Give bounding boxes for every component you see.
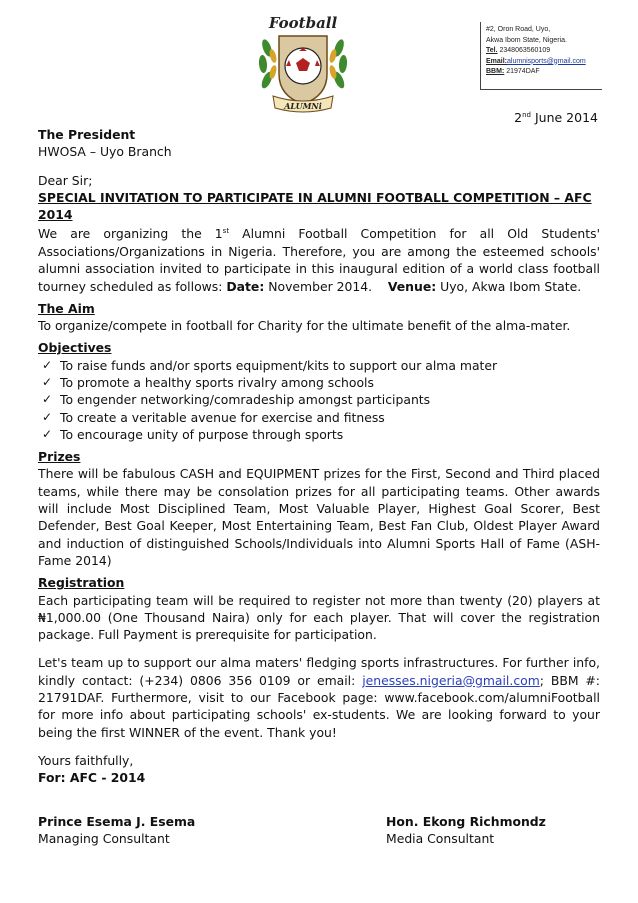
prizes-heading: Prizes xyxy=(38,449,81,465)
letter-date: 2nd June 2014 xyxy=(514,110,598,125)
address-email: Email:alumnisports@gmail.com xyxy=(486,57,586,65)
address-bbm: BBM: 21974DAF xyxy=(486,68,540,75)
address-line1: #2, Oron Road, Uyo, xyxy=(486,26,551,33)
signatory-name: Prince Esema J. Esema xyxy=(38,813,196,829)
letter-body xyxy=(38,126,600,847)
list-item: ✓ To encourage unity of purpose through sports xyxy=(42,426,344,442)
signatures-row xyxy=(38,813,600,848)
address-email-link[interactable]: alumnisports@gmail.com xyxy=(507,57,586,65)
check-icon: ✓ xyxy=(42,392,53,407)
yours-faithfully: Yours faithfully, xyxy=(38,752,134,768)
list-item: ✓ To promote a healthy sports rivalry among schools xyxy=(42,374,374,390)
salutation: Dear Sir; xyxy=(38,172,93,188)
football-alumni-logo xyxy=(253,8,353,116)
objectives-list xyxy=(38,357,600,443)
closing-paragraph: Let's team up to support our alma maters' fledging sports infrastructures. For further info, kindly contact: (+234) 0806 356 0109 or email: jenesses.nigeria@gmail.com; BBM #: 21791DAF. Furthermore, visit to our Facebook page: www.facebook.com/alumniFootball for more info about participating schools' ex-students. We are looking forward to your being the first WINNER of the event. Thank you! xyxy=(38,655,600,740)
recipient-org: HWOSA – Uyo Branch xyxy=(38,144,172,160)
signatory-role: Managing Consultant xyxy=(38,830,170,846)
list-item: ✓ To create a veritable avenue for exercise and fitness xyxy=(42,409,385,425)
recipient-title: The President xyxy=(38,127,136,142)
signoff-org: For: AFC - 2014 xyxy=(38,770,146,786)
check-icon: ✓ xyxy=(42,357,53,372)
signatory-name: Hon. Ekong Richmondz xyxy=(386,813,546,829)
address-box xyxy=(480,22,602,90)
registration-heading: Registration xyxy=(38,575,125,591)
intro-paragraph: We are organizing the 1st Alumni Football Competition for all Old Students' Associations/Organizations in Nigeria. Therefore, you are among the esteemed schools' alumni association invited to participate in this inaugural edition of a world class football tourney scheduled as follows: Date: November 2014. Venue: Uyo, Akwa Ibom State. xyxy=(38,226,600,294)
logo-banner-text: ALUMNi xyxy=(284,101,322,111)
address-line2: Akwa Ibom State, Nigeria. xyxy=(486,36,567,44)
list-item: ✓ To engender networking/comradeship amongst participants xyxy=(42,392,431,408)
check-icon: ✓ xyxy=(42,374,53,389)
logo-top-text: Football xyxy=(268,14,338,32)
address-tel: Tel. 2348063560109 xyxy=(486,47,551,54)
check-icon: ✓ xyxy=(42,409,53,424)
list-item: ✓ To raise funds and/or sports equipment/kits to support our alma mater xyxy=(42,357,498,373)
subject-line: SPECIAL INVITATION TO PARTICIPATE IN ALUMNI FOOTBALL COMPETITION – AFC 2014 xyxy=(38,189,592,223)
aim-text: To organize/compete in football for Charity for the ultimate benefit of the alma-mater. xyxy=(38,318,571,334)
signatory-2 xyxy=(386,813,600,848)
prizes-text: There will be fabulous CASH and EQUIPMENT prizes for the First, Second and Third placed teams, while there may be consolation prizes for all participating teams. Other awards will include Most Disciplined Team, Most Valuable Player, Highest Goal Scorer, Best Defender, Best Goal Keeper, Most Entertaining Team, Best Fan Club, Oldest Player Award and induction of distinguished Schools/Individuals into Alumni Sports Hall of Fame (ASH-Fame 2014) xyxy=(38,466,600,568)
objectives-heading: Objectives xyxy=(38,340,112,356)
signatory-role: Media Consultant xyxy=(386,830,495,846)
contact-email-link[interactable]: jenesses.nigeria@gmail.com xyxy=(362,672,540,688)
check-icon: ✓ xyxy=(42,426,53,441)
aim-heading: The Aim xyxy=(38,300,95,316)
registration-text: Each participating team will be required to register not more than twenty (20) players at ₦1,000.00 (One Thousand Naira) only for each player. That will cover the registration package. Full Payment is prerequisite for participation. xyxy=(38,592,600,643)
signatory-1 xyxy=(38,813,386,848)
